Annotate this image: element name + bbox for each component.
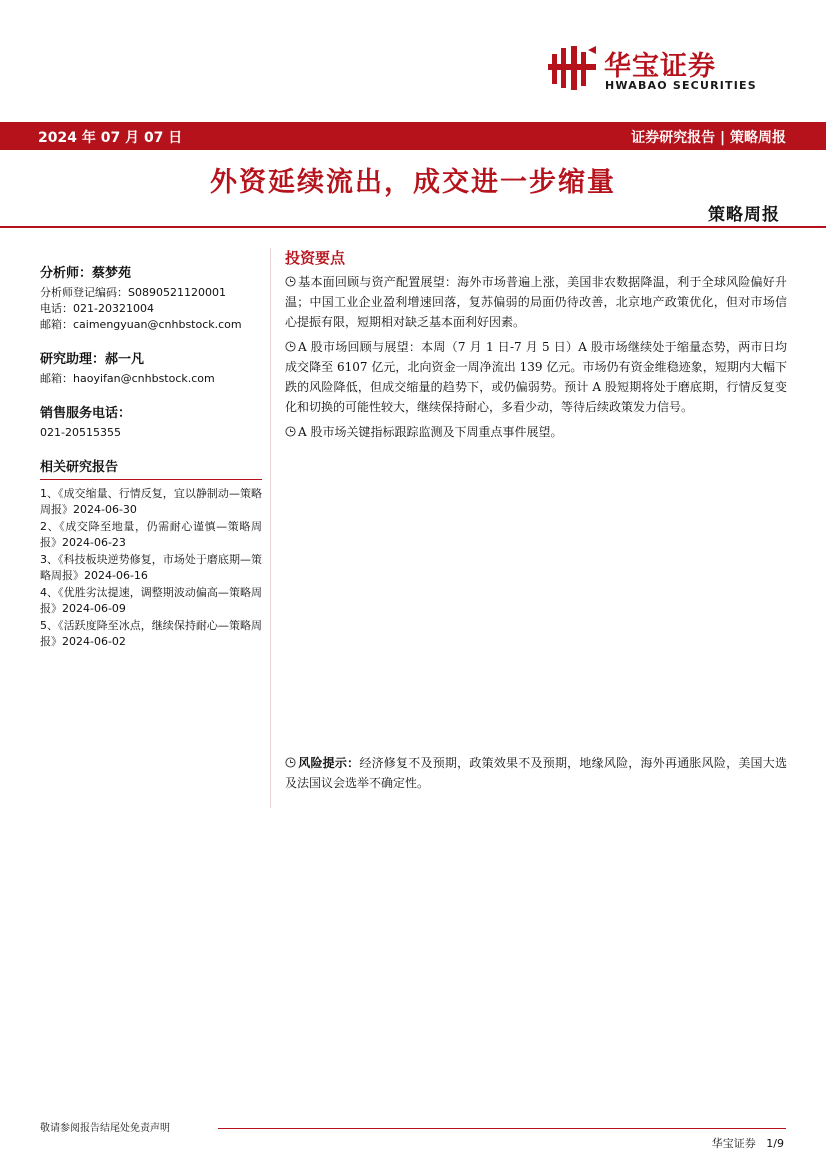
- analyst-phone: 电话：021-20321004: [40, 302, 154, 315]
- footer-disclaimer: 敬请参阅报告结尾处免责声明: [40, 1123, 170, 1134]
- key-point-text: A 股市场回顾与展望：本周（7 月 1 日-7 月 5 日）A 股市场继续处于缩量态势，两市日均成交降至 6107 亿元，北向资金一周净流出 139 亿元。市场仍有资金维稳迹象，短期内大幅下跌的风险降低，但成交缩量的趋势下，或仍偏弱势。预计 A 股短期将处于磨底期，行情反复变化和切换的可能性较大，继续保持耐心，多看少动，等待后续政策发力信号。: [285, 340, 787, 414]
- sales-heading: 销售服务电话：: [40, 406, 132, 421]
- key-point-item: [285, 272, 787, 332]
- clock-bullet-icon: [285, 426, 296, 437]
- footer-page-info: [712, 1135, 784, 1151]
- report-date: 2024 年 07 月 07 日: [38, 130, 183, 146]
- analyst-heading: 分析师：蔡梦苑: [40, 266, 132, 281]
- related-item[interactable]: 5、《活跃度降至冰点，继续保持耐心—策略周报》2024-06-02: [40, 619, 262, 648]
- assistant-info: [40, 348, 262, 387]
- related-item[interactable]: 1、《成交缩量、行情反复，宜以静制动—策略周报》2024-06-30: [40, 487, 262, 516]
- analyst-email[interactable]: 邮箱：caimengyuan@cnhbstock.com: [40, 318, 242, 331]
- footer-company: 华宝证券: [711, 1137, 756, 1150]
- report-category: 证券研究报告 | 策略周报: [631, 130, 786, 146]
- related-item[interactable]: 3、《科技板块逆势修复，市场处于磨底期—策略周报》2024-06-16: [40, 553, 262, 582]
- page-number: 1/9: [766, 1137, 784, 1150]
- header-banner: [0, 122, 826, 150]
- risk-label: 风险提示：: [298, 756, 360, 770]
- logo-cn-text: 华宝证券: [604, 51, 716, 82]
- sales-phone: 021-20515355: [40, 426, 121, 439]
- footer-divider: [218, 1128, 786, 1129]
- key-point-text: 基本面回顾与资产配置展望：海外市场普遍上涨，美国非农数据降温，利于全球风险偏好升温；中国工业企业盈利增速回落，复苏偏弱的局面仍待改善，北京地产政策优化，但对市场信心提振有限，短期相对缺乏基本面利好因素。: [285, 275, 787, 329]
- related-heading: 相关研究报告: [40, 456, 262, 480]
- report-type: 策略周报: [708, 205, 780, 225]
- key-point-text: A 股市场关键指标跟踪监测及下周重点事件展望。: [298, 425, 563, 439]
- risk-text: 经济修复不及预期，政策效果不及预期，地缘风险，海外再通胀风险，美国大选及法国议会选举不确定性。: [285, 756, 787, 790]
- assistant-heading: 研究助理：郝一凡: [40, 352, 145, 367]
- related-item[interactable]: 2、《成交降至地量，仍需耐心谨慎—策略周报》2024-06-23: [40, 520, 262, 549]
- company-logo: [548, 44, 780, 94]
- key-point-item: [285, 422, 787, 442]
- key-points-heading: 投资要点: [285, 249, 346, 267]
- column-divider: [270, 248, 271, 808]
- assistant-email[interactable]: 邮箱：haoyifan@cnhbstock.com: [40, 372, 215, 385]
- related-item[interactable]: 4、《优胜劣汰提速，调整期波动偏高—策略周报》2024-06-09: [40, 586, 262, 615]
- clock-bullet-icon: [285, 341, 296, 352]
- sales-info: [40, 402, 262, 441]
- risk-warning: [285, 753, 787, 793]
- clock-bullet-icon: [285, 276, 296, 287]
- page-title: 外资延续流出，成交进一步缩量: [210, 167, 616, 198]
- sidebar: [40, 262, 262, 651]
- key-point-item: [285, 337, 787, 417]
- key-points: [285, 247, 787, 447]
- hwabao-logo-mark-icon: [548, 46, 598, 90]
- logo-en-text: HWABAO SECURITIES: [605, 79, 757, 92]
- analyst-info: [40, 262, 262, 333]
- related-reports: [40, 456, 262, 650]
- analyst-cert: 分析师登记编码：S0890521120001: [40, 286, 226, 299]
- header-divider: [0, 226, 826, 228]
- clock-bullet-icon: [285, 757, 296, 768]
